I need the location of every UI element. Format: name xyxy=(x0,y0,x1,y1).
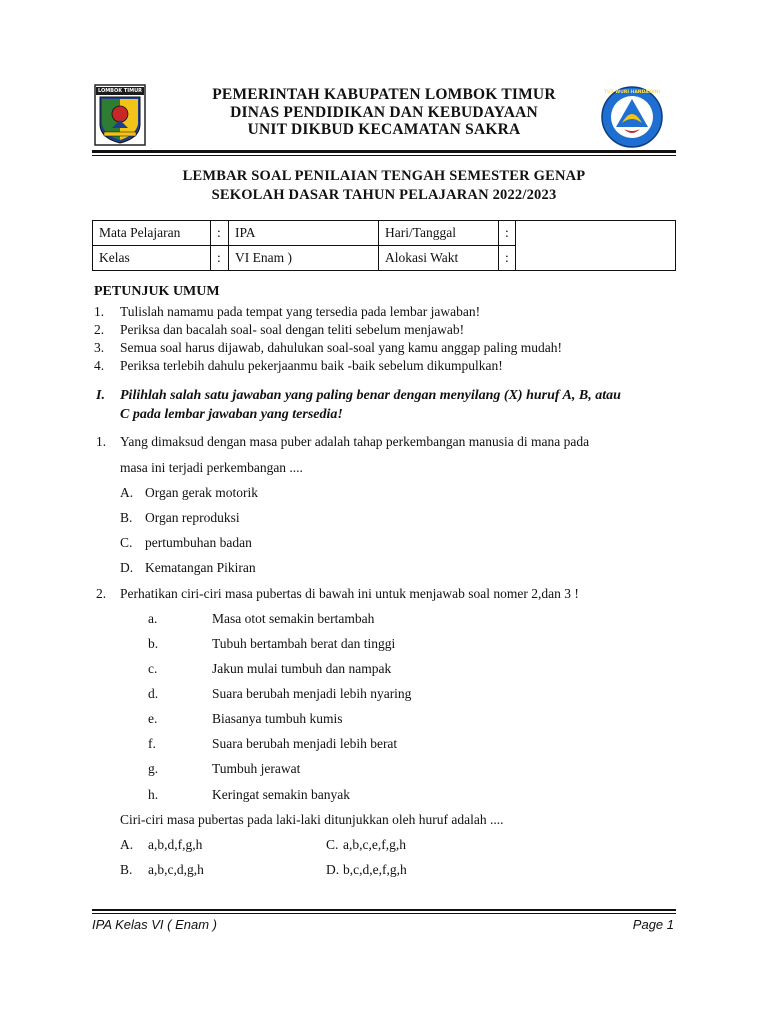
section-number: I. xyxy=(96,388,105,403)
question-number: 2. xyxy=(96,586,107,601)
instruction-number: 4. xyxy=(94,358,105,373)
info-label: Kelas xyxy=(93,246,211,271)
logo-banner-text: LOMBOK TIMUR xyxy=(97,88,143,94)
info-value[interactable]: IPA xyxy=(229,221,379,246)
instructions-heading: PETUNJUK UMUM xyxy=(94,284,220,299)
trait-letter: b. xyxy=(148,636,159,651)
trait-text: Tubuh bertambah berat dan tinggi xyxy=(212,636,396,651)
option-text[interactable]: a,b,d,f,g,h xyxy=(148,837,203,852)
footer-rule-thick xyxy=(92,909,676,911)
question-text: Yang dimaksud dengan masa puber adalah tahap perkembangan manusia di mana pada xyxy=(120,434,590,449)
trait-text: Suara berubah menjadi lebih berat xyxy=(212,736,398,751)
section-instruction-line-2: C pada lembar jawaban yang tersedia! xyxy=(120,407,343,422)
question-text: Perhatikan ciri-ciri masa pubertas di bawah ini untuk menjawab soal nomer 2,dan 3 ! xyxy=(120,586,579,601)
footer-rule-thin xyxy=(92,913,676,914)
trait-letter: d. xyxy=(148,686,159,701)
question-text: masa ini terjadi perkembangan .... xyxy=(120,460,303,475)
trait-text: Masa otot semakin bertambah xyxy=(212,611,375,626)
info-label: Alokasi Wakt xyxy=(379,246,499,271)
trait-letter: f. xyxy=(148,736,156,751)
trait-text: Jakun mulai tumbuh dan nampak xyxy=(212,661,392,676)
title-line-2: SEKOLAH DASAR TAHUN PELAJARAN 2022/2023 xyxy=(211,187,557,203)
footer-left-text: IPA Kelas VI ( Enam ) xyxy=(92,917,217,932)
info-separator: : xyxy=(499,221,516,246)
option-text[interactable]: Organ reproduksi xyxy=(145,510,240,525)
instruction-number: 1. xyxy=(94,304,105,319)
header-rule-thick xyxy=(92,150,676,153)
option-text[interactable]: b,c,d,e,f,g,h xyxy=(343,862,407,877)
info-separator: : xyxy=(211,221,229,246)
section-instruction-line-1: Pilihlah salah satu jawaban yang paling benar dengan menyilang (X) huruf A, B, atau xyxy=(120,388,621,403)
trait-letter: e. xyxy=(148,711,158,726)
info-label: Mata Pelajaran xyxy=(93,221,211,246)
trait-letter: h. xyxy=(148,787,159,802)
header-rule-thin xyxy=(92,155,676,156)
option-text[interactable]: a,b,c,e,f,g,h xyxy=(343,837,406,852)
trait-letter: a. xyxy=(148,611,158,626)
trait-text: Biasanya tumbuh kumis xyxy=(212,711,343,726)
option-letter: B. xyxy=(120,862,133,877)
option-letter: A. xyxy=(120,837,134,852)
header-line-3: UNIT DIKBUD KECAMATAN SAKRA xyxy=(247,121,521,138)
instruction-text: Semua soal harus dijawab, dahulukan soal-soal yang kamu anggap paling mudah! xyxy=(120,340,563,355)
header-line-2: DINAS PENDIDIKAN DAN KEBUDAYAAN xyxy=(230,104,538,121)
info-row xyxy=(93,221,676,246)
instruction-text: Periksa terlebih dahulu pekerjaanmu baik -baik sebelum dikumpulkan! xyxy=(120,358,503,373)
page-number: Page 1 xyxy=(632,917,674,932)
trait-letter: g. xyxy=(148,761,159,776)
info-value[interactable] xyxy=(515,221,675,271)
trait-text: Keringat semakin banyak xyxy=(212,787,350,802)
trait-letter: c. xyxy=(148,661,158,676)
option-letter: B. xyxy=(120,510,133,525)
question-text: Ciri-ciri masa pubertas pada laki-laki ditunjukkan oleh huruf adalah .... xyxy=(120,812,504,827)
instruction-text: Periksa dan bacalah soal- soal dengan teliti sebelum menjawab! xyxy=(120,322,465,337)
instruction-number: 3. xyxy=(94,340,105,355)
option-letter: D. xyxy=(326,862,340,877)
option-text[interactable]: Organ gerak motorik xyxy=(145,485,258,500)
info-value[interactable]: VI Enam ) xyxy=(229,246,379,271)
instruction-number: 2. xyxy=(94,322,105,337)
logo-ring-text: TUT WURI HANDAYANI xyxy=(603,90,661,95)
option-text[interactable]: Kematangan Pikiran xyxy=(145,560,256,575)
option-text[interactable]: a,b,c,d,g,h xyxy=(148,862,204,877)
option-letter: D. xyxy=(120,560,134,575)
option-text[interactable]: pertumbuhan badan xyxy=(145,535,252,550)
trait-text: Suara berubah menjadi lebih nyaring xyxy=(212,686,412,701)
header-line-1: PEMERINTAH KABUPATEN LOMBOK TIMUR xyxy=(212,86,556,103)
info-separator: : xyxy=(499,246,516,271)
trait-text: Tumbuh jerawat xyxy=(212,761,301,776)
info-table xyxy=(92,220,676,271)
info-separator: : xyxy=(211,246,229,271)
option-letter: C. xyxy=(120,535,133,550)
option-letter: A. xyxy=(120,485,134,500)
instruction-text: Tulislah namamu pada tempat yang tersedia pada lembar jawaban! xyxy=(120,304,481,319)
question-number: 1. xyxy=(96,434,107,449)
option-letter: C. xyxy=(326,837,339,852)
info-label: Hari/Tanggal xyxy=(379,221,499,246)
title-line-1: LEMBAR SOAL PENILAIAN TENGAH SEMESTER GENAP xyxy=(182,168,586,184)
